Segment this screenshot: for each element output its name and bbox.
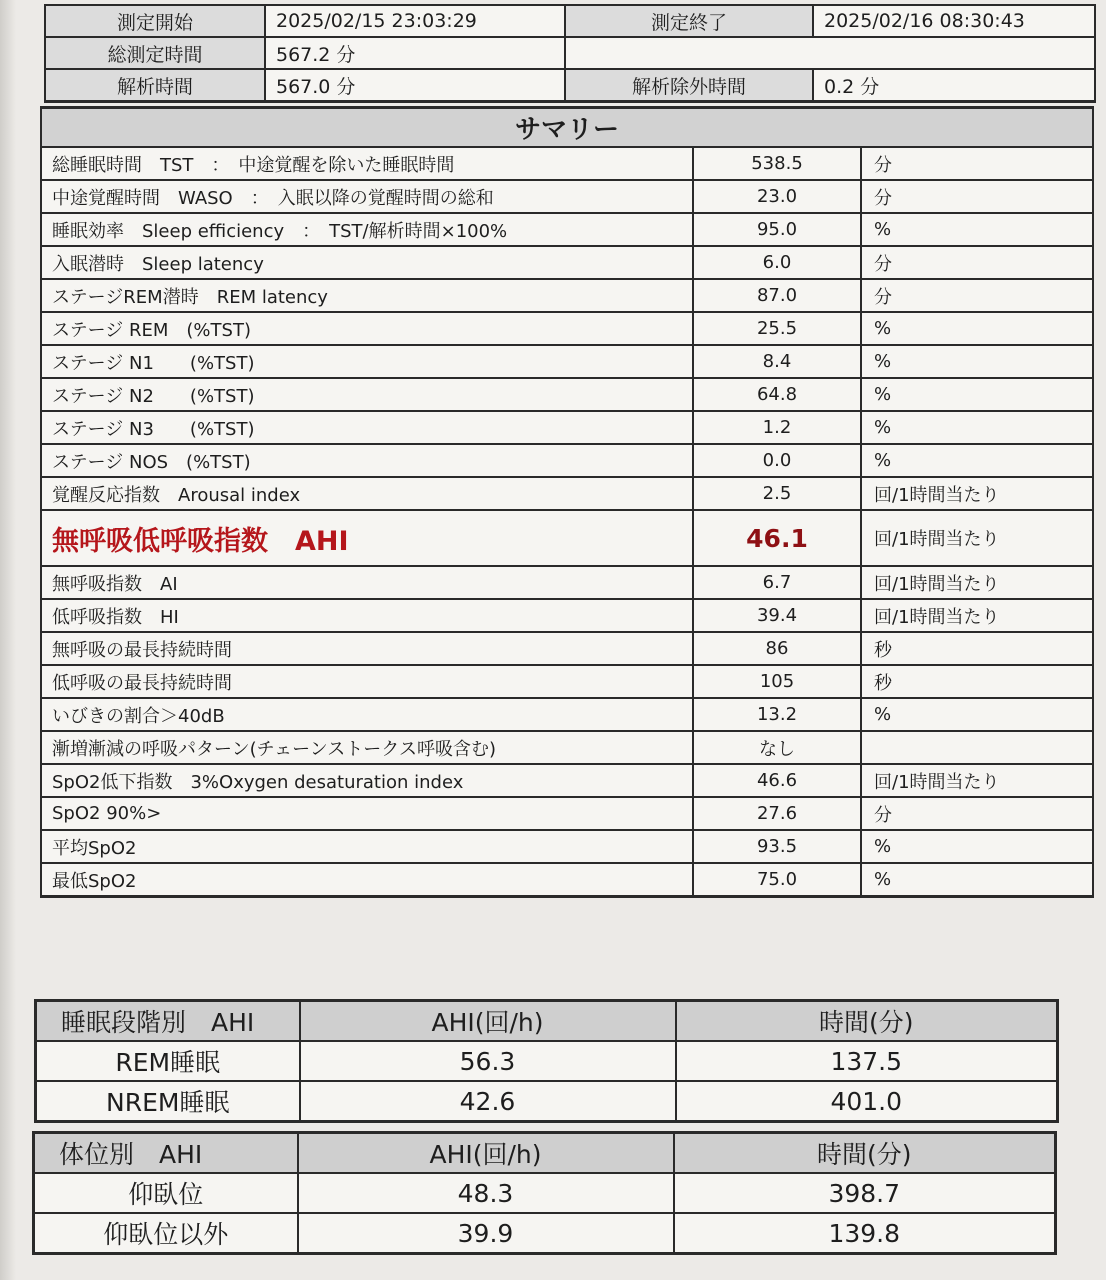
summary-value: 538.5: [693, 147, 861, 180]
summary-label: 無呼吸指数 AI: [41, 566, 693, 599]
summary-label: 中途覚醒時間 WASO ： 入眠以降の覚醒時間の総和: [41, 180, 693, 213]
summary-label: ステージ REM (%TST): [41, 312, 693, 345]
summary-value: 75.0: [693, 863, 861, 897]
stage-name: NREM睡眠: [36, 1081, 300, 1122]
table-row: [41, 246, 1093, 279]
analysis-value: 567.0 分: [265, 69, 565, 102]
summary-unit: 分: [861, 246, 1093, 279]
table-row: [41, 731, 1093, 764]
summary-value: 23.0: [693, 180, 861, 213]
summary-label: ステージ N1 (%TST): [41, 345, 693, 378]
summary-unit: [861, 731, 1093, 764]
summary-unit: %: [861, 213, 1093, 246]
total-value: 567.2 分: [265, 37, 565, 69]
position-ahi-header: [34, 1133, 1056, 1174]
table-row: [41, 279, 1093, 312]
summary-value: 6.7: [693, 566, 861, 599]
position-ahi-header-ahi: AHI(回/h): [298, 1133, 674, 1174]
stage-time-value: 401.0: [676, 1081, 1058, 1122]
summary-label: ステージ N3 (%TST): [41, 411, 693, 444]
table-row: [41, 830, 1093, 863]
summary-title-row: [41, 108, 1093, 148]
table-row: [41, 345, 1093, 378]
summary-label: 入眠潜時 Sleep latency: [41, 246, 693, 279]
stage-ahi-header-time: 時間(分): [676, 1001, 1058, 1042]
summary-label: ステージ NOS (%TST): [41, 444, 693, 477]
summary-label: ステージREM潜時 REM latency: [41, 279, 693, 312]
table-row: [41, 378, 1093, 411]
stage-ahi-value: 42.6: [300, 1081, 676, 1122]
summary-unit: 回/1時間当たり: [861, 510, 1093, 566]
position-name: 仰臥位: [34, 1173, 298, 1213]
summary-label: 低呼吸指数 HI: [41, 599, 693, 632]
table-row: [34, 1213, 1056, 1254]
summary-value: 93.5: [693, 830, 861, 863]
table-row: [41, 632, 1093, 665]
table-row: [41, 477, 1093, 510]
summary-value: 13.2: [693, 698, 861, 731]
table-row: [41, 764, 1093, 797]
page-shadow: [0, 0, 16, 1280]
stage-ahi-header-ahi: AHI(回/h): [300, 1001, 676, 1042]
summary-unit: 回/1時間当たり: [861, 477, 1093, 510]
summary-value: 25.5: [693, 312, 861, 345]
start-value: 2025/02/15 23:03:29: [265, 5, 565, 37]
summary-label: 無呼吸の最長持続時間: [41, 632, 693, 665]
summary-label: 睡眠効率 Sleep efficiency ： TST/解析時間×100%: [41, 213, 693, 246]
summary-unit: 回/1時間当たり: [861, 599, 1093, 632]
table-row: [41, 147, 1093, 180]
summary-value: 0.0: [693, 444, 861, 477]
table-row: [36, 1081, 1058, 1122]
empty-cell: [565, 37, 1095, 69]
summary-value: 27.6: [693, 797, 861, 830]
position-ahi-table: [32, 1131, 1057, 1255]
position-ahi-header-label: 体位別 AHI: [34, 1133, 298, 1174]
table-row: [34, 1173, 1056, 1213]
table-row: [41, 698, 1093, 731]
summary-label: 覚醒反応指数 Arousal index: [41, 477, 693, 510]
table-row: [41, 444, 1093, 477]
summary-label: 無呼吸低呼吸指数 AHI: [41, 510, 693, 566]
total-label: 総測定時間: [45, 37, 265, 69]
summary-unit: 分: [861, 147, 1093, 180]
summary-unit: 分: [861, 180, 1093, 213]
summary-value: 2.5: [693, 477, 861, 510]
measurement-row-total: [45, 37, 1095, 69]
excluded-label: 解析除外時間: [565, 69, 813, 102]
table-row: [41, 213, 1093, 246]
stage-ahi-header: [36, 1001, 1058, 1042]
summary-unit: 回/1時間当たり: [861, 566, 1093, 599]
summary-value: 46.1: [693, 510, 861, 566]
stage-name: REM睡眠: [36, 1041, 300, 1081]
summary-unit: 回/1時間当たり: [861, 764, 1093, 797]
summary-label: SpO2 90%>: [41, 797, 693, 830]
table-row: [41, 797, 1093, 830]
summary-value: なし: [693, 731, 861, 764]
summary-unit: 分: [861, 279, 1093, 312]
analysis-label: 解析時間: [45, 69, 265, 102]
stage-ahi-value: 56.3: [300, 1041, 676, 1081]
position-time-value: 139.8: [674, 1213, 1056, 1254]
stage-ahi-header-label: 睡眠段階別 AHI: [36, 1001, 300, 1042]
summary-value: 86: [693, 632, 861, 665]
position-ahi-value: 48.3: [298, 1173, 674, 1213]
summary-unit: %: [861, 378, 1093, 411]
excluded-value: 0.2 分: [813, 69, 1095, 102]
summary-value: 1.2: [693, 411, 861, 444]
summary-label: 平均SpO2: [41, 830, 693, 863]
summary-value: 6.0: [693, 246, 861, 279]
summary-value: 64.8: [693, 378, 861, 411]
summary-value: 39.4: [693, 599, 861, 632]
position-name: 仰臥位以外: [34, 1213, 298, 1254]
summary-section: [40, 106, 1092, 898]
summary-value: 95.0: [693, 213, 861, 246]
summary-label: 最低SpO2: [41, 863, 693, 897]
summary-unit: 分: [861, 797, 1093, 830]
table-row: [41, 566, 1093, 599]
table-row: [41, 665, 1093, 698]
summary-unit: %: [861, 830, 1093, 863]
table-row: [41, 411, 1093, 444]
measurement-row-analysis: [45, 69, 1095, 102]
table-row: [41, 180, 1093, 213]
summary-value: 87.0: [693, 279, 861, 312]
summary-label: SpO2低下指数 3%Oxygen desaturation index: [41, 764, 693, 797]
table-row: [41, 312, 1093, 345]
summary-unit: %: [861, 444, 1093, 477]
summary-unit: %: [861, 312, 1093, 345]
summary-label: 総睡眠時間 TST ： 中途覚醒を除いた睡眠時間: [41, 147, 693, 180]
summary-unit: %: [861, 345, 1093, 378]
summary-value: 46.6: [693, 764, 861, 797]
table-row: [41, 599, 1093, 632]
position-time-value: 398.7: [674, 1173, 1056, 1213]
summary-label: 低呼吸の最長持続時間: [41, 665, 693, 698]
end-value: 2025/02/16 08:30:43: [813, 5, 1095, 37]
start-label: 測定開始: [45, 5, 265, 37]
summary-label: いびきの割合＞40dB: [41, 698, 693, 731]
summary-title: サマリー: [41, 108, 1093, 148]
table-row: [36, 1041, 1058, 1081]
summary-unit: %: [861, 863, 1093, 897]
position-ahi-value: 39.9: [298, 1213, 674, 1254]
summary-label: 漸増漸減の呼吸パターン(チェーンストークス呼吸含む): [41, 731, 693, 764]
summary-value: 8.4: [693, 345, 861, 378]
summary-unit: 秒: [861, 665, 1093, 698]
summary-value: 105: [693, 665, 861, 698]
stage-time-value: 137.5: [676, 1041, 1058, 1081]
end-label: 測定終了: [565, 5, 813, 37]
stage-ahi-table: [34, 999, 1059, 1123]
summary-unit: %: [861, 411, 1093, 444]
position-ahi-header-time: 時間(分): [674, 1133, 1056, 1174]
summary-unit: 秒: [861, 632, 1093, 665]
summary-table: [40, 106, 1094, 898]
measurement-info-table: [44, 4, 1096, 103]
summary-unit: %: [861, 698, 1093, 731]
table-row: [41, 863, 1093, 897]
measurement-row-time: [45, 5, 1095, 37]
summary-label: ステージ N2 (%TST): [41, 378, 693, 411]
table-row: [41, 510, 1093, 566]
